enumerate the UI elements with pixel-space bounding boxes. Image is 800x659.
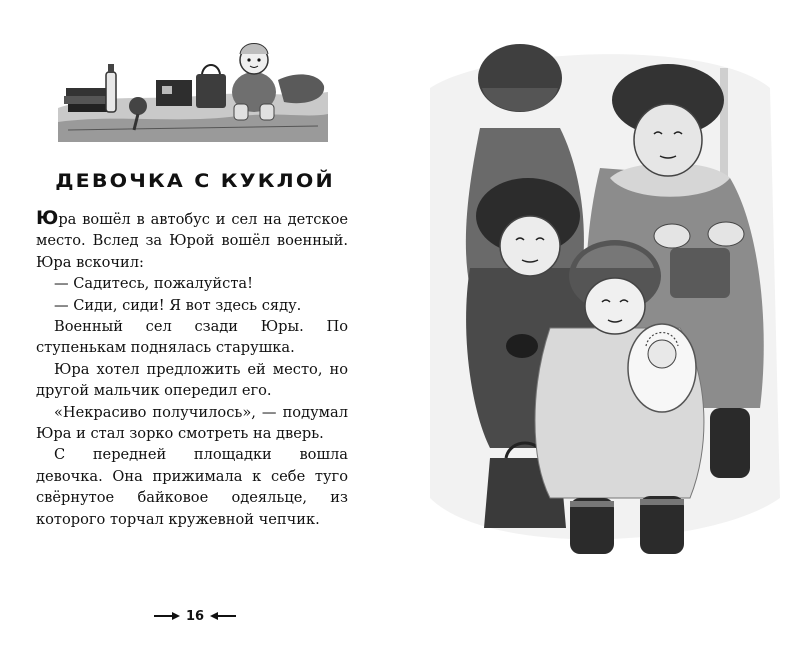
- paragraph: [36, 208, 348, 273]
- bus-passengers-illustration: [410, 28, 790, 588]
- right-page: [400, 0, 800, 659]
- paragraph-text: ра вошёл в автобус и сел на детское место. Вслед за Юрой вошёл военный. Юра вскочил:: [36, 211, 348, 271]
- paragraph: С передней площадки вошла девочка. Она прижимала к себе туго свёрнутое байковое одеяльце, из которого торчал кружевной чепчик.: [36, 446, 348, 528]
- drop-cap: Ю: [36, 207, 59, 229]
- paragraph: «Некрасиво получилось», — подумал Юра и стал зорко смотреть на дверь.: [36, 403, 348, 443]
- paragraph: — Сиди, сиди! Я вот здесь сяду.: [54, 296, 302, 314]
- story-text: [36, 208, 348, 530]
- right-arrow-ornament-icon: [210, 612, 236, 620]
- page-folio: [140, 606, 250, 626]
- toys-vignette-illustration: [58, 30, 328, 142]
- page-number: 16: [185, 608, 205, 624]
- chapter-title: ДЕВОЧКА С КУКЛОЙ: [55, 170, 335, 192]
- paragraph: Военный сел сзади Юры. По ступенькам поднялась старушка.: [36, 318, 348, 357]
- left-arrow-ornament-icon: [154, 612, 180, 620]
- paragraph: Юра хотел предложить ей место, но другой мальчик опередил его.: [36, 360, 348, 400]
- paragraph: — Садитесь, пожалуйста!: [54, 275, 253, 293]
